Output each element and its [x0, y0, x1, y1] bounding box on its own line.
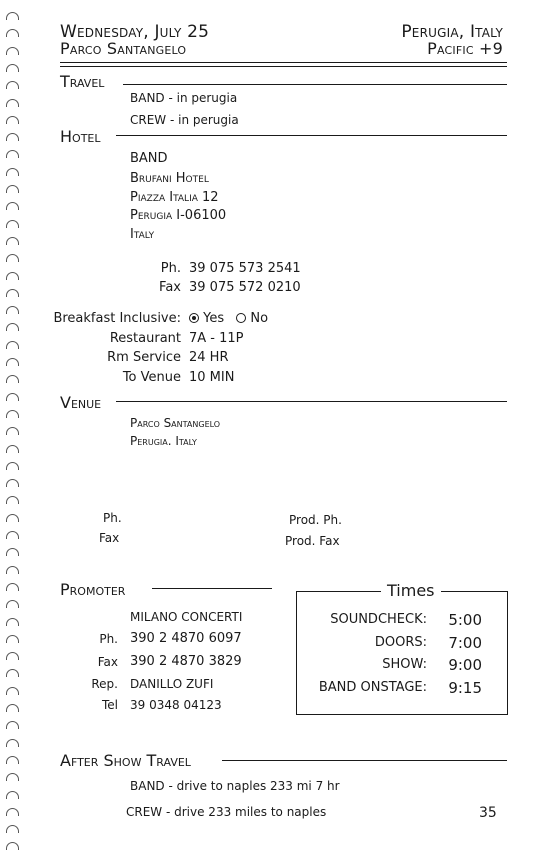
- hotel-phone: 39 075 573 2541: [189, 261, 301, 276]
- binding-ring: [6, 721, 19, 729]
- promoter-tel: 39 0348 04123: [130, 698, 222, 712]
- binding-ring: [6, 531, 19, 539]
- binding-ring: [6, 652, 19, 660]
- timezone-header: Pacific +9: [427, 39, 503, 58]
- rm-service-hours: 24 HR: [189, 350, 229, 365]
- times-row-time: 9:00: [448, 656, 482, 674]
- binding-ring: [6, 29, 19, 37]
- binding-ring: [6, 773, 19, 781]
- travel-crew: CREW - in perugia: [130, 113, 239, 127]
- binding-ring: [6, 548, 19, 556]
- venue-name: Parco Santangelo: [130, 416, 221, 430]
- promoter-rep: DANILLO ZUFI: [130, 677, 214, 691]
- times-row-time: 5:00: [448, 611, 482, 629]
- promoter-ph: 390 2 4870 6097: [130, 631, 242, 646]
- promoter-fax: 390 2 4870 3829: [130, 654, 242, 669]
- binding-ring: [6, 81, 19, 89]
- binding-ring: [6, 704, 19, 712]
- times-row-label: SHOW:: [382, 657, 427, 672]
- times-title: Times: [381, 581, 441, 600]
- rm-service-label: Rm Service: [107, 350, 181, 365]
- breakfast-no-radio[interactable]: [236, 313, 246, 323]
- binding-ring: [6, 514, 19, 522]
- travel-section-title: Travel: [60, 72, 105, 91]
- binding-ring: [6, 842, 19, 850]
- hotel-rule: [116, 135, 507, 136]
- city-header: Perugia, Italy: [401, 22, 503, 42]
- binding-ring: [6, 202, 19, 210]
- binding-ring: [6, 254, 19, 262]
- binding-ring: [6, 99, 19, 107]
- times-row-label: SOUNDCHECK:: [330, 612, 427, 627]
- page-number: 35: [479, 805, 497, 821]
- binding-ring: [6, 375, 19, 383]
- binding-ring: [6, 168, 19, 176]
- restaurant-hours: 7A - 11P: [189, 331, 244, 346]
- binding-ring: [6, 445, 19, 453]
- times-row-time: 7:00: [448, 633, 482, 652]
- binding-ring: [6, 272, 19, 280]
- venue-city: Perugia. Italy: [130, 434, 197, 448]
- after-show-band: BAND - drive to naples 233 mi 7 hr: [130, 779, 340, 793]
- binding-ring: [6, 47, 19, 55]
- breakfast-no-label: No: [250, 311, 269, 326]
- travel-band: BAND - in perugia: [130, 91, 238, 105]
- binding-ring: [6, 133, 19, 141]
- binding-ring: [6, 393, 19, 401]
- venue-rule: [116, 401, 507, 402]
- breakfast-label: Breakfast Inclusive:: [53, 311, 181, 326]
- binding-ring: [6, 756, 19, 764]
- venue-ph-label: Ph.: [103, 511, 122, 525]
- binding-ring: [6, 289, 19, 297]
- breakfast-yes-label: Yes: [203, 311, 225, 326]
- times-row-time: 9:15: [448, 678, 482, 697]
- binding-ring: [6, 669, 19, 677]
- promoter-section-title: Promoter: [60, 580, 126, 599]
- binding-ring: [6, 185, 19, 193]
- header-rule-2: [60, 66, 507, 67]
- to-venue-time: 10 MIN: [189, 370, 235, 385]
- binding-ring: [6, 427, 19, 435]
- binding-ring: [6, 479, 19, 487]
- after-show-section-title: After Show Travel: [60, 751, 191, 770]
- promoter-rep-label: Rep.: [91, 677, 118, 691]
- binding-ring: [6, 739, 19, 747]
- binding-ring: [6, 566, 19, 574]
- after-show-rule: [222, 760, 507, 761]
- breakfast-options: [189, 311, 268, 326]
- hotel-fax-label: Fax: [159, 280, 181, 295]
- travel-rule: [123, 84, 507, 85]
- binding-ring: [6, 462, 19, 470]
- binding-ring: [6, 600, 19, 608]
- hotel-fax: 39 075 572 0210: [189, 280, 301, 295]
- hotel-phone-label: Ph.: [160, 261, 181, 276]
- binding-ring: [6, 306, 19, 314]
- after-show-crew: CREW - drive 233 miles to naples: [126, 805, 327, 819]
- promoter-fax-label: Fax: [97, 655, 118, 669]
- binding-ring: [6, 635, 19, 643]
- venue-prod-fax-label: Prod. Fax: [285, 534, 340, 548]
- binding-ring: [6, 808, 19, 816]
- spiral-binding: [0, 0, 24, 851]
- binding-ring: [6, 791, 19, 799]
- binding-ring: [6, 64, 19, 72]
- venue-name-header: Parco Santangelo: [60, 39, 187, 58]
- hotel-name: Brufani Hotel: [130, 171, 209, 186]
- hotel-address-2: Perugia I-06100: [130, 208, 227, 223]
- binding-ring: [6, 825, 19, 833]
- binding-ring: [6, 583, 19, 591]
- binding-ring: [6, 358, 19, 366]
- binding-ring: [6, 496, 19, 504]
- hotel-country: Italy: [130, 227, 155, 242]
- hotel-address-1: Piazza Italia 12: [130, 190, 219, 205]
- times-row-label: BAND ONSTAGE:: [318, 679, 427, 695]
- binding-ring: [6, 323, 19, 331]
- binding-ring: [6, 687, 19, 695]
- binding-ring: [6, 220, 19, 228]
- promoter-name: MILANO CONCERTI: [130, 610, 243, 624]
- breakfast-yes-radio[interactable]: [189, 313, 199, 323]
- binding-ring: [6, 618, 19, 626]
- show-date: Wednesday, July 25: [60, 22, 210, 42]
- hotel-section-title: Hotel: [60, 127, 101, 146]
- hotel-group: BAND: [130, 151, 168, 166]
- venue-section-title: Venue: [60, 393, 102, 412]
- binding-ring: [6, 237, 19, 245]
- binding-ring: [6, 12, 19, 20]
- binding-ring: [6, 150, 19, 158]
- times-row-label: DOORS:: [374, 634, 427, 650]
- binding-ring: [6, 116, 19, 124]
- restaurant-label: Restaurant: [109, 331, 181, 346]
- venue-fax-label: Fax: [99, 531, 120, 545]
- promoter-rule: [152, 588, 272, 589]
- to-venue-label: To Venue: [122, 370, 181, 385]
- venue-prod-ph-label: Prod. Ph.: [289, 513, 342, 527]
- promoter-ph-label: Ph.: [99, 632, 118, 646]
- promoter-tel-label: Tel: [101, 698, 118, 712]
- binding-ring: [6, 341, 19, 349]
- binding-ring: [6, 410, 19, 418]
- header-rule-1: [60, 62, 507, 63]
